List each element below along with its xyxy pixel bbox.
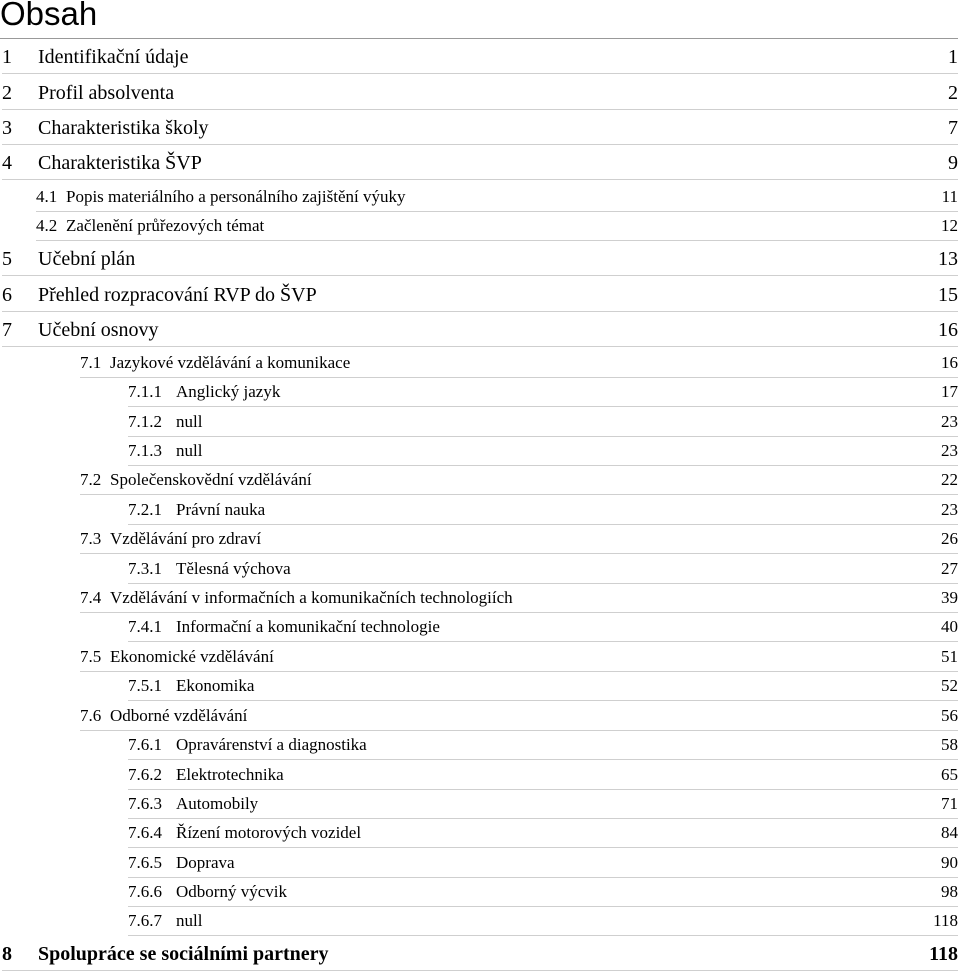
toc-entry-7-1[interactable]	[80, 353, 958, 373]
toc-title: Společenskovědní vzdělávání	[110, 470, 312, 489]
toc-page: 65	[941, 765, 958, 784]
toc-page: 15	[938, 284, 958, 306]
toc-number: 7.6.3	[128, 794, 162, 813]
toc-entry-7-1-3[interactable]	[128, 441, 958, 461]
toc-number: 4.1	[36, 187, 58, 206]
toc-page: 51	[941, 647, 958, 666]
toc-title: Elektrotechnika	[176, 765, 284, 784]
toc-divider	[2, 179, 958, 180]
toc-title: null	[176, 911, 203, 930]
toc-divider	[128, 641, 958, 642]
toc-entry-4-1[interactable]	[36, 187, 958, 207]
toc-number: 7.1.1	[128, 382, 162, 401]
toc-entry-1[interactable]	[2, 46, 958, 69]
toc-page: 11	[941, 187, 958, 206]
toc-title: Opravárenství a diagnostika	[176, 735, 367, 754]
toc-divider	[36, 240, 958, 241]
toc-number: 7.6	[80, 706, 102, 725]
toc-page: 52	[941, 676, 958, 695]
toc-entry-7-6-2[interactable]	[128, 765, 958, 785]
toc-entry-7-6[interactable]	[80, 706, 958, 726]
toc-title: Tělesná výchova	[176, 559, 291, 578]
toc-divider	[80, 730, 958, 731]
toc-entry-7-6-3[interactable]	[128, 794, 958, 814]
toc-title: Identifikační údaje	[38, 46, 189, 68]
toc-entry-7-6-1[interactable]	[128, 735, 958, 755]
toc-title: Učební plán	[38, 248, 136, 270]
toc-divider	[128, 759, 958, 760]
toc-page: 118	[933, 911, 958, 930]
toc-divider	[128, 847, 958, 848]
toc-title: Charakteristika ŠVP	[38, 152, 202, 174]
toc-title: Charakteristika školy	[38, 117, 209, 139]
toc-title: Přehled rozpracování RVP do ŠVP	[38, 284, 317, 306]
toc-page: 27	[941, 559, 958, 578]
toc-title: Doprava	[176, 853, 235, 872]
toc-page: 16	[941, 353, 958, 372]
toc-title: Právní nauka	[176, 500, 266, 519]
toc-entry-8[interactable]	[2, 943, 958, 966]
toc-entry-7-2[interactable]	[80, 470, 958, 490]
toc-page: 16	[938, 319, 958, 341]
toc-entry-7-6-7[interactable]	[128, 911, 958, 931]
toc-page: 17	[941, 382, 958, 401]
toc-title: Odborný výcvik	[176, 882, 287, 901]
toc-page: 118	[929, 943, 958, 965]
toc-entry-7-6-5[interactable]	[128, 853, 958, 873]
toc-divider	[128, 700, 958, 701]
toc-title: Spolupráce se sociálními partnery	[38, 943, 329, 965]
toc-number: 8	[2, 943, 12, 965]
toc-number: 4.2	[36, 216, 58, 235]
toc-title: Vzdělávání pro zdraví	[110, 529, 262, 548]
toc-number: 7.1	[80, 353, 102, 372]
toc-entry-7-4[interactable]	[80, 588, 958, 608]
toc-number: 7.1.3	[128, 441, 162, 460]
toc-page: 84	[941, 823, 958, 842]
toc-page: 71	[941, 794, 958, 813]
toc-page: 9	[948, 152, 958, 174]
toc-divider	[2, 144, 958, 145]
toc-number: 7.5.1	[128, 676, 162, 695]
toc-number: 3	[2, 117, 12, 139]
toc-page: 22	[941, 470, 958, 489]
toc-number: 4	[2, 152, 12, 174]
toc-title: null	[176, 412, 203, 431]
toc-title: null	[176, 441, 203, 460]
toc-number: 7.4.1	[128, 617, 162, 636]
toc-entry-7-3[interactable]	[80, 529, 958, 549]
toc-number: 6	[2, 284, 12, 306]
toc-page: 39	[941, 588, 958, 607]
toc-divider	[128, 406, 958, 407]
toc-entry-7-1-2[interactable]	[128, 412, 958, 432]
toc-number: 7.2	[80, 470, 102, 489]
toc-entry-7-4-1[interactable]	[128, 617, 958, 637]
toc-number: 7.6.7	[128, 911, 162, 930]
toc-entry-5[interactable]	[2, 248, 958, 271]
toc-divider	[2, 275, 958, 276]
toc-entry-3[interactable]	[2, 117, 958, 140]
toc-entry-7-2-1[interactable]	[128, 500, 958, 520]
toc-entry-7-3-1[interactable]	[128, 559, 958, 579]
toc-number: 7.5	[80, 647, 102, 666]
toc-page: 90	[941, 853, 958, 872]
toc-title: Jazykové vzdělávání a komunikace	[110, 353, 351, 372]
toc-number: 7.6.4	[128, 823, 162, 842]
toc-divider	[128, 789, 958, 790]
toc-divider	[2, 73, 958, 74]
toc-title: Informační a komunikační technologie	[176, 617, 440, 636]
toc-divider	[2, 346, 958, 347]
toc-divider	[2, 109, 958, 110]
toc-page: 13	[938, 248, 958, 270]
toc-number: 7.3	[80, 529, 102, 548]
toc-number: 5	[2, 248, 12, 270]
toc-divider	[2, 311, 958, 312]
page-title: Obsah	[0, 0, 98, 32]
toc-divider	[128, 524, 958, 525]
toc-page: 23	[941, 412, 958, 431]
toc-entry-7-6-4[interactable]	[128, 823, 958, 843]
toc-divider	[80, 671, 958, 672]
toc-page: 7	[948, 117, 958, 139]
toc-page: 98	[941, 882, 958, 901]
toc-number: 7.4	[80, 588, 102, 607]
toc-entry-4[interactable]	[2, 152, 958, 175]
toc-title: Ekonomické vzdělávání	[110, 647, 274, 666]
toc-entry-7[interactable]	[2, 319, 958, 342]
toc-divider	[128, 818, 958, 819]
toc-divider	[2, 970, 958, 971]
toc-entry-2[interactable]	[2, 82, 958, 105]
toc-page: 23	[941, 441, 958, 460]
toc-title: Automobily	[176, 794, 259, 813]
toc-title: Začlenění průřezových témat	[66, 216, 265, 235]
toc-page: 26	[941, 529, 958, 548]
toc-divider	[128, 877, 958, 878]
toc-divider	[80, 553, 958, 554]
toc-page: 2	[948, 82, 958, 104]
toc-page: 56	[941, 706, 958, 725]
toc-title: Anglický jazyk	[176, 382, 281, 401]
toc-divider	[128, 906, 958, 907]
toc-number: 7.3.1	[128, 559, 162, 578]
toc-title: Ekonomika	[176, 676, 255, 695]
toc-number: 7.6.1	[128, 735, 162, 754]
toc-page: 58	[941, 735, 958, 754]
toc-title: Odborné vzdělávání	[110, 706, 248, 725]
toc-number: 7.6.6	[128, 882, 162, 901]
toc-divider	[128, 583, 958, 584]
title-divider	[0, 38, 958, 39]
toc-number: 7.6.2	[128, 765, 162, 784]
toc-entry-6[interactable]	[2, 284, 958, 307]
toc-page: 1	[948, 46, 958, 68]
toc-title: Vzdělávání v informačních a komunikačních technologiích	[110, 588, 513, 607]
toc-number: 7.1.2	[128, 412, 162, 431]
toc-entry-7-5-1[interactable]	[128, 676, 958, 696]
toc-page: 12	[941, 216, 958, 235]
toc-divider	[80, 612, 958, 613]
toc-title: Řízení motorových vozidel	[176, 823, 362, 842]
toc-divider	[80, 494, 958, 495]
toc-divider	[80, 377, 958, 378]
toc-number: 7.2.1	[128, 500, 162, 519]
toc-number: 7	[2, 319, 12, 341]
toc-divider	[128, 465, 958, 466]
toc-entry-7-1-1[interactable]	[128, 382, 958, 402]
toc-title: Popis materiálního a personálního zajištění výuky	[66, 187, 406, 206]
toc-page: 23	[941, 500, 958, 519]
toc-divider	[128, 436, 958, 437]
toc-number: 7.6.5	[128, 853, 162, 872]
toc-divider	[36, 211, 958, 212]
toc-page: 40	[941, 617, 958, 636]
toc-entry-7-6-6[interactable]	[128, 882, 958, 902]
toc-title: Učební osnovy	[38, 319, 159, 341]
toc-number: 2	[2, 82, 12, 104]
toc-entry-7-5[interactable]	[80, 647, 958, 667]
toc-title: Profil absolventa	[38, 82, 175, 104]
toc-divider	[128, 935, 958, 936]
toc-number: 1	[2, 46, 12, 68]
toc-entry-4-2[interactable]	[36, 216, 958, 236]
